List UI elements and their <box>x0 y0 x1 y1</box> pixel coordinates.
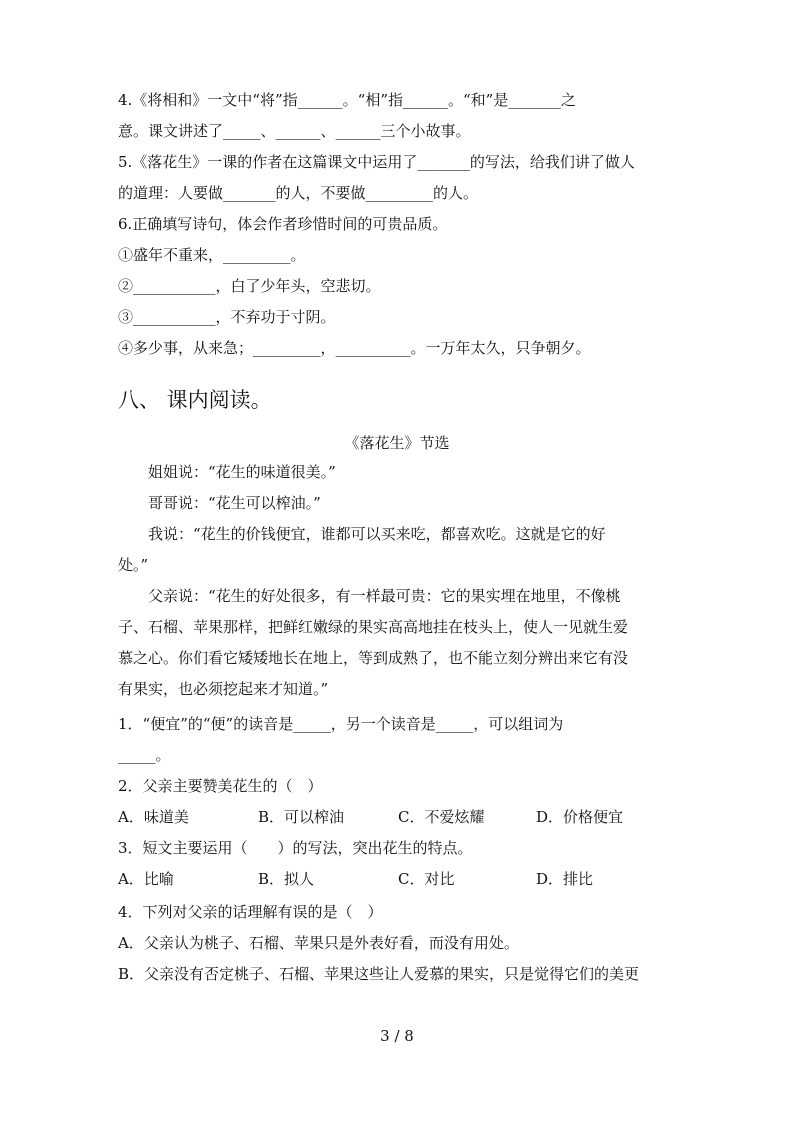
passage-title: 《落花生》节选 <box>344 434 450 452</box>
q6-item-1: ①盛年不重来，_________。 <box>118 246 306 264</box>
q6-item-2: ②___________，白了少年头，空悲切。 <box>118 277 381 295</box>
q2-option-d: D．价格便宜 <box>536 808 624 826</box>
q4-line-1: 4.《将相和》一文中“将”指______。“相”指______。“和”是_______之 <box>118 91 576 109</box>
passage-line-7: 慕之心。你们看它矮矮地长在地上，等到成熟了，也不能立刻分辨出来它有没 <box>118 649 629 667</box>
reading-q1-line-2: _____。 <box>118 746 171 764</box>
reading-q4-stem: 4．下列对父亲的话理解有误的是（ ） <box>118 903 383 921</box>
q6-title: 6.正确填写诗句，体会作者珍惜时间的可贵品质。 <box>118 215 448 233</box>
q3-option-b: B．拟人 <box>258 870 315 888</box>
q3-option-a: A．比喻 <box>118 870 174 888</box>
passage-line-2: 哥哥说：“花生可以榨油。” <box>148 494 321 512</box>
passage-line-5: 父亲说：“花生的好处很多，有一样最可贵：它的果实埋在地里，不像桃 <box>148 587 621 605</box>
q3-option-c: C．对比 <box>398 870 455 888</box>
reading-q2-stem: 2．父亲主要赞美花生的（ ） <box>118 777 323 795</box>
q4-option-b: B．父亲没有否定桃子、石榴、苹果这些让人爱慕的果实，只是觉得它们的美更 <box>118 965 640 983</box>
reading-q1-line-1: 1．“便宜”的“便”的读音是_____，另一个读音是_____，可以组词为 <box>118 715 564 733</box>
passage-line-1: 姐姐说：“花生的味道很美。” <box>148 463 336 481</box>
q5-line-2: 的道理：人要做_______的人，不要做_________的人。 <box>118 184 479 202</box>
section-heading: 八、 课内阅读。 <box>118 388 272 412</box>
reading-q3-stem: 3．短文主要运用（ ）的写法，突出花生的特点。 <box>118 839 473 857</box>
q2-option-b: B．可以榨油 <box>258 808 345 826</box>
q2-option-a: A．味道美 <box>118 808 189 826</box>
q5-line-1: 5.《落花生》一课的作者在这篇课文中运用了_______的写法，给我们讲了做人 <box>118 153 635 171</box>
passage-line-3: 我说：“花生的价钱便宜，谁都可以买来吃，都喜欢吃。这就是它的好 <box>148 525 606 543</box>
q4-line-2: 意。课文讲述了_____、______、______三个小故事。 <box>118 122 471 140</box>
q2-option-c: C．不爱炫耀 <box>398 808 485 826</box>
passage-line-4: 处。” <box>118 556 149 574</box>
q4-option-a: A．父亲认为桃子、石榴、苹果只是外表好看，而没有用处。 <box>118 934 519 952</box>
passage-line-6: 子、石榴、苹果那样，把鲜红嫩绿的果实高高地挂在枝头上，使人一见就生爱 <box>118 618 629 636</box>
q6-item-4: ④多少事，从来急；_________，__________。一万年太久，只争朝夕。 <box>118 339 591 357</box>
q3-option-d: D．排比 <box>536 870 594 888</box>
passage-line-8: 有果实，也必须挖起来才知道。” <box>118 680 329 698</box>
page-number: 3 / 8 <box>380 1027 414 1045</box>
q6-item-3: ③___________，不弃功于寸阴。 <box>118 308 336 326</box>
